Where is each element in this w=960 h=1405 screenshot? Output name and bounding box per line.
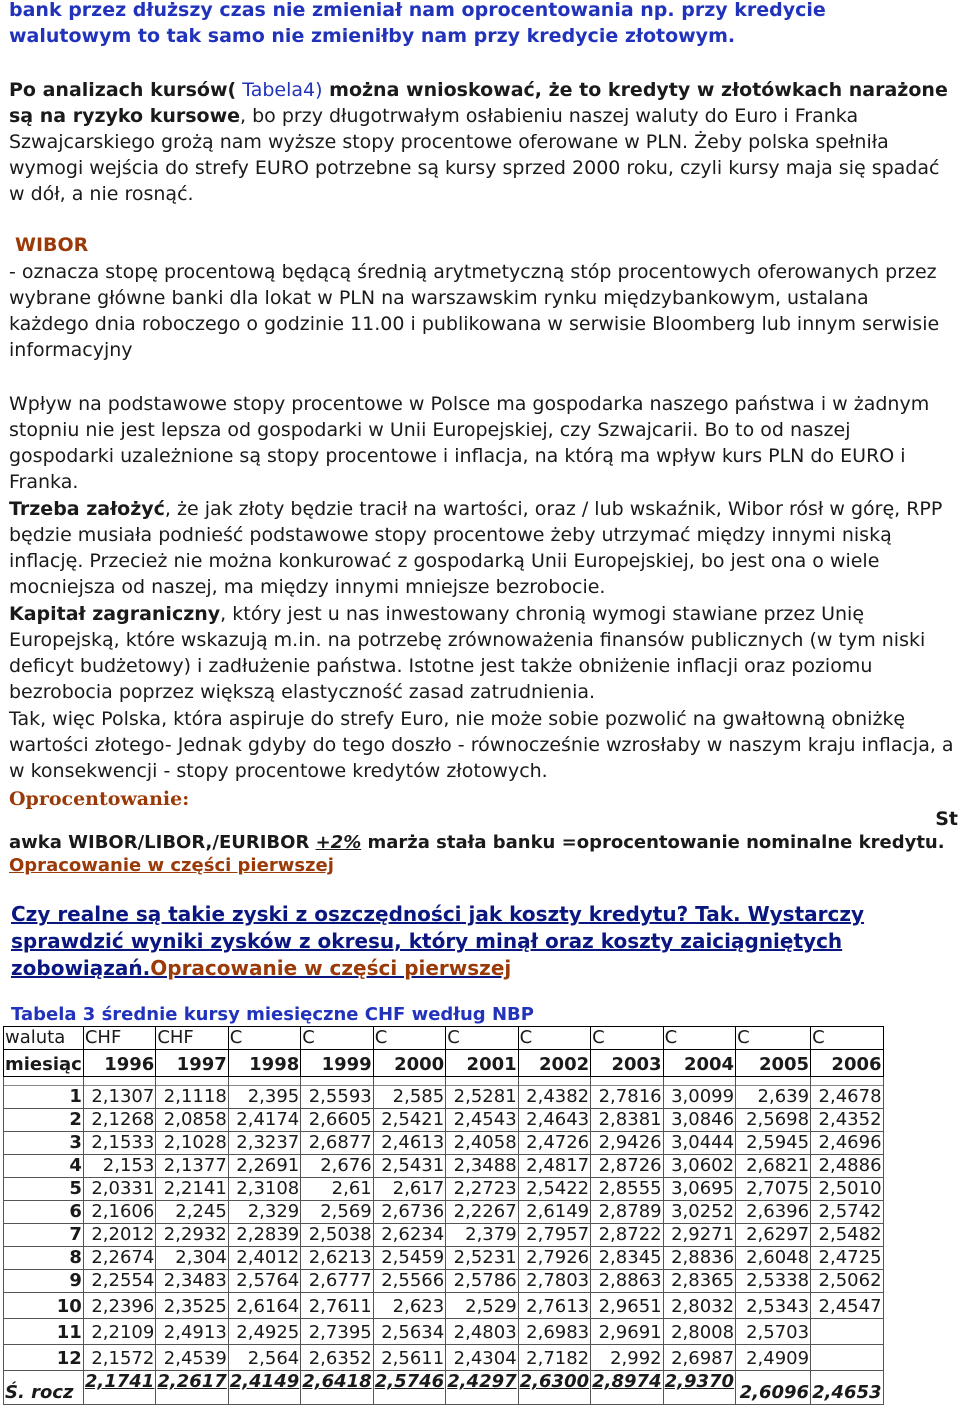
rate-cell: 2,8836	[663, 1247, 735, 1270]
avg-cell: 2,4149	[228, 1371, 300, 1405]
currency-cell: C	[736, 1027, 811, 1050]
avg-cell: 2,8974	[591, 1371, 663, 1405]
currency-cell: C	[591, 1027, 663, 1050]
rate-cell: 2,5422	[518, 1178, 590, 1201]
waluta-label: waluta	[4, 1027, 84, 1050]
month-cell: 8	[4, 1247, 84, 1270]
table-row	[4, 1247, 884, 1270]
year-cell: 2002	[518, 1050, 590, 1077]
rate-cell: 2,5945	[736, 1132, 811, 1155]
rate-cell: 3,0695	[663, 1178, 735, 1201]
table-row	[4, 1293, 884, 1319]
rate-cell: 2,6297	[736, 1224, 811, 1247]
rate-cell: 2,4817	[518, 1155, 590, 1178]
rate-cell: 2,529	[446, 1293, 518, 1319]
avg-cell: 2,9370	[663, 1371, 735, 1405]
rate-cell: 2,676	[301, 1155, 373, 1178]
avg-cell: 2,1741	[83, 1371, 155, 1405]
month-cell: 9	[4, 1270, 84, 1293]
rate-cell: 2,6213	[301, 1247, 373, 1270]
year-cell: 1997	[156, 1050, 228, 1077]
rate-cell: 2,2723	[446, 1178, 518, 1201]
rate-cell: 2,5431	[373, 1155, 445, 1178]
kapital-bold: Kapitał zagraniczny	[9, 603, 221, 625]
rate-cell: 2,585	[373, 1086, 445, 1109]
rate-cell: 2,569	[301, 1201, 373, 1224]
gap-cell	[811, 1077, 883, 1086]
year-cell: 2000	[373, 1050, 445, 1077]
miesiac-label: miesiąc	[4, 1050, 84, 1077]
rate-cell: 2,5764	[228, 1270, 300, 1293]
wibor-definition: - oznacza stopę procentową będącą średnią arytmetyczną stóp procentowych oferowanych przez wybrane główne banki dla lokat w PLN na warszawskim rynku międzybankowym, ustalana każdego dnia roboczego o godzinie 11.00 i publikowana w serwisie Bloomberg lub innym serwisie informacyjny	[9, 261, 940, 361]
avg-cell: 2,6096	[736, 1371, 811, 1405]
rate-cell: 2,2396	[83, 1293, 155, 1319]
trzeba-bold: Trzeba założyć	[9, 498, 165, 520]
rate-cell: 2,0331	[83, 1178, 155, 1201]
rate-cell: 2,6877	[301, 1132, 373, 1155]
paragraph-kapital	[9, 601, 954, 705]
rate-cell: 2,7816	[591, 1086, 663, 1109]
rate-cell: 2,4012	[228, 1247, 300, 1270]
gap-cell	[301, 1077, 373, 1086]
table-row	[4, 1109, 884, 1132]
rate-cell: 2,4696	[811, 1132, 883, 1155]
rate-cell: 2,5231	[446, 1247, 518, 1270]
rate-cell: 2,7803	[518, 1270, 590, 1293]
rate-cell: 2,4352	[811, 1109, 883, 1132]
rate-cell: 2,4543	[446, 1109, 518, 1132]
rate-cell: 2,623	[373, 1293, 445, 1319]
rate-cell: 2,8008	[663, 1319, 735, 1345]
rate-cell: 2,6605	[301, 1109, 373, 1132]
rate-cell: 2,8381	[591, 1109, 663, 1132]
rate-cell: 2,4643	[518, 1109, 590, 1132]
formula-end: marża stała banku =oprocentowanie nominalne kredytu.	[361, 832, 945, 853]
rate-cell: 2,2012	[83, 1224, 155, 1247]
rate-cell: 2,4925	[228, 1319, 300, 1345]
table-row	[4, 1132, 884, 1155]
rate-cell: 2,6149	[518, 1201, 590, 1224]
currency-cell: C	[518, 1027, 590, 1050]
rate-cell: 2,153	[83, 1155, 155, 1178]
rate-cell: 2,4913	[156, 1319, 228, 1345]
rate-cell: 2,1118	[156, 1086, 228, 1109]
rate-cell: 2,5459	[373, 1247, 445, 1270]
month-cell: 4	[4, 1155, 84, 1178]
avg-cell: 2,6300	[518, 1371, 590, 1405]
paragraph-trzeba	[9, 496, 954, 600]
rate-cell: 2,7957	[518, 1224, 590, 1247]
wibor-heading: WIBOR	[15, 234, 89, 256]
rate-cell: 2,1572	[83, 1345, 155, 1371]
avg-cell: 2,6418	[301, 1371, 373, 1405]
rate-cell: 2,9691	[591, 1319, 663, 1345]
rate-cell: 2,5482	[811, 1224, 883, 1247]
year-cell: 2004	[663, 1050, 735, 1077]
rate-cell: 2,4726	[518, 1132, 590, 1155]
rate-cell: 2,4678	[811, 1086, 883, 1109]
rate-cell: 2,8345	[591, 1247, 663, 1270]
rate-cell: 2,5634	[373, 1319, 445, 1345]
rate-cell: 2,4382	[518, 1086, 590, 1109]
rate-cell: 2,2109	[83, 1319, 155, 1345]
currency-cell: CHF	[156, 1027, 228, 1050]
rate-cell: 2,1028	[156, 1132, 228, 1155]
month-cell: 11	[4, 1319, 84, 1345]
rate-cell: 2,8555	[591, 1178, 663, 1201]
month-cell: 1	[4, 1086, 84, 1109]
rate-cell: 2,5698	[736, 1109, 811, 1132]
rate-cell: 2,2932	[156, 1224, 228, 1247]
rate-cell: 2,2267	[446, 1201, 518, 1224]
rate-cell: 2,3483	[156, 1270, 228, 1293]
year-cell: 2006	[811, 1050, 883, 1077]
table-row-currency	[4, 1027, 884, 1050]
rate-cell: 2,3525	[156, 1293, 228, 1319]
table-row	[4, 1178, 884, 1201]
rate-cell: 2,9426	[591, 1132, 663, 1155]
rate-cell: 2,3488	[446, 1155, 518, 1178]
rate-cell: 2,4174	[228, 1109, 300, 1132]
gap-cell	[228, 1077, 300, 1086]
avg-cell: 2,4653	[811, 1371, 883, 1405]
rate-cell: 2,639	[736, 1086, 811, 1109]
table-row-years	[4, 1050, 884, 1077]
rate-cell: 2,6821	[736, 1155, 811, 1178]
rate-cell: 2,9271	[663, 1224, 735, 1247]
rate-cell	[811, 1319, 883, 1345]
question-text: Czy realne są takie zyski z oszczędności jak koszty kredytu? Tak. Wystarczy sprawdzić wyniki zysków z okresu, który minął oraz koszty zaiciągniętych zobowiązań.	[11, 902, 865, 980]
rate-cell: 2,6164	[228, 1293, 300, 1319]
gap-cell	[663, 1077, 735, 1086]
rate-cell: 2,5611	[373, 1345, 445, 1371]
gap-cell	[446, 1077, 518, 1086]
rate-cell: 2,4613	[373, 1132, 445, 1155]
rate-cell: 2,7926	[518, 1247, 590, 1270]
rate-cell: 2,395	[228, 1086, 300, 1109]
rate-cell: 3,0444	[663, 1132, 735, 1155]
rate-cell: 2,5281	[446, 1086, 518, 1109]
currency-cell: C	[373, 1027, 445, 1050]
gap-cell	[156, 1077, 228, 1086]
rate-cell: 2,7395	[301, 1319, 373, 1345]
rate-cell: 2,4886	[811, 1155, 883, 1178]
rate-cell: 2,6234	[373, 1224, 445, 1247]
rate-cell: 2,2141	[156, 1178, 228, 1201]
currency-cell: C	[301, 1027, 373, 1050]
table-row	[4, 1086, 884, 1109]
rate-cell: 2,8365	[663, 1270, 735, 1293]
rate-cell: 3,0252	[663, 1201, 735, 1224]
rate-cell: 2,3108	[228, 1178, 300, 1201]
rate-cell: 2,5062	[811, 1270, 883, 1293]
rate-cell: 2,1307	[83, 1086, 155, 1109]
rate-cell: 2,5593	[301, 1086, 373, 1109]
rate-cell: 2,6396	[736, 1201, 811, 1224]
rate-cell: 2,5566	[373, 1270, 445, 1293]
para2-rest: , bo przy długotrwałym osłabieniu naszej waluty do Euro i Franka Szwajcarskiego grożą nam wyższe stopy procentowe oferowane w PLN. Żeby polska spełniła wymogi wejścia do strefy EURO potrzebne są kursy sprzed 2000 roku, czyli kursy maja się spadać w dół, a nie rosnąć.	[9, 105, 940, 205]
paragraph-wplyw: Wpływ na podstawowe stopy procentowe w Polsce ma gospodarka naszego państwa i w żadnym stopniu nie jest lepsza od gospodarki w Unii Europejskiej, czy Szwajcarii. Bo to od naszej gospodarki uzależnione są stopy procentowe i inflacja, na którą ma wpływ kurs PLN do EURO i Franka.	[9, 393, 930, 493]
rate-cell: 2,1377	[156, 1155, 228, 1178]
rate-cell: 2,4909	[736, 1345, 811, 1371]
table-row	[4, 1155, 884, 1178]
rate-cell: 2,5010	[811, 1178, 883, 1201]
rate-cell: 2,8863	[591, 1270, 663, 1293]
paragraph-intro: bank przez dłuższy czas nie zmieniał nam oprocentowania np. przy kredycie walutowym to tak samo nie zmieniłby nam przy kredycie złotowym.	[9, 0, 826, 47]
rate-cell: 2,6983	[518, 1319, 590, 1345]
rate-cell: 2,5338	[736, 1270, 811, 1293]
rate-cell: 2,245	[156, 1201, 228, 1224]
table-row	[4, 1201, 884, 1224]
rate-cell: 2,7182	[518, 1345, 590, 1371]
rate-cell: 2,1606	[83, 1201, 155, 1224]
gap-cell	[4, 1077, 84, 1086]
rate-cell: 2,4539	[156, 1345, 228, 1371]
para2-bold-end: można wnioskować, że to kredyty w złotówkach narażone są na ryzyko kursowe	[9, 79, 948, 127]
kapital-text: , który jest u nas inwestowany chronią wymogi stawiane przez Unię Europejską, które wskazują m.in. na potrzebę zrównoważenia finansów publicznych (w tym niski deficyt budżetowy) i zadłużenie państwa. Istotne jest także obniżenie inflacji oraz poziomu bezrobocia poprzez większą elastyczność zasad zatrudnienia.	[9, 603, 926, 703]
table-row	[4, 1224, 884, 1247]
rate-cell: 2,2674	[83, 1247, 155, 1270]
rate-cell: 2,4058	[446, 1132, 518, 1155]
table-row	[4, 1319, 884, 1345]
rate-cell: 2,6987	[663, 1345, 735, 1371]
paragraph-polska: Tak, więc Polska, która aspiruje do strefy Euro, nie może sobie pozwolić na gwałtowną obniżkę wartości złotego- Jednak gdyby do tego doszło - równocześnie wzrosłaby w naszym kraju inflacja, a w konsekwencji - stopy procentowe kredytów złotowych.	[9, 708, 954, 782]
year-cell: 1996	[83, 1050, 155, 1077]
paragraph-kursy	[9, 77, 954, 207]
rate-cell: 2,6736	[373, 1201, 445, 1224]
gap-cell	[373, 1077, 445, 1086]
rate-cell: 2,6048	[736, 1247, 811, 1270]
month-cell: 10	[4, 1293, 84, 1319]
rate-cell: 2,8726	[591, 1155, 663, 1178]
question-paragraph	[11, 901, 956, 982]
rate-cell: 2,2554	[83, 1270, 155, 1293]
rate-cell: 2,9651	[591, 1293, 663, 1319]
formula-plus: +2%	[315, 832, 362, 853]
rate-cell: 2,4725	[811, 1247, 883, 1270]
rate-cell: 3,0846	[663, 1109, 735, 1132]
rate-cell: 2,329	[228, 1201, 300, 1224]
rate-cell: 2,61	[301, 1178, 373, 1201]
avg-cell: 2,5746	[373, 1371, 445, 1405]
rate-cell: 2,5742	[811, 1201, 883, 1224]
rate-cell: 2,7075	[736, 1178, 811, 1201]
rate-cell: 2,5343	[736, 1293, 811, 1319]
table-row	[4, 1270, 884, 1293]
month-cell: 2	[4, 1109, 84, 1132]
rate-cell: 2,8789	[591, 1201, 663, 1224]
rate-cell: 2,8032	[663, 1293, 735, 1319]
rate-cell: 2,617	[373, 1178, 445, 1201]
rate-cell: 2,379	[446, 1224, 518, 1247]
month-cell: 3	[4, 1132, 84, 1155]
st-fragment: St	[935, 808, 958, 830]
currency-cell: C	[663, 1027, 735, 1050]
tabela4-link[interactable]: Tabela4)	[236, 79, 323, 101]
rate-cell	[811, 1345, 883, 1371]
gap-cell	[591, 1077, 663, 1086]
rate-cell: 2,5038	[301, 1224, 373, 1247]
currency-cell: C	[811, 1027, 883, 1050]
year-cell: 1998	[228, 1050, 300, 1077]
oprocentowanie-heading: Oprocentowanie:	[9, 788, 190, 810]
chf-rates-table	[3, 1026, 884, 1405]
avg-cell: 2,2617	[156, 1371, 228, 1405]
currency-cell: C	[228, 1027, 300, 1050]
opracowanie-link-1[interactable]: Opracowanie w części pierwszej	[9, 855, 334, 876]
rate-cell: 2,8722	[591, 1224, 663, 1247]
rate-cell: 2,7613	[518, 1293, 590, 1319]
rate-cell: 2,2839	[228, 1224, 300, 1247]
gap-cell	[736, 1077, 811, 1086]
rate-cell: 2,0858	[156, 1109, 228, 1132]
rate-cell: 2,3237	[228, 1132, 300, 1155]
rate-cell: 2,1268	[83, 1109, 155, 1132]
rate-cell: 3,0602	[663, 1155, 735, 1178]
avg-cell: 2,4297	[446, 1371, 518, 1405]
table-title: Tabela 3 średnie kursy miesięczne CHF według NBP	[11, 1004, 534, 1025]
month-cell: 6	[4, 1201, 84, 1224]
rate-cell: 2,4803	[446, 1319, 518, 1345]
gap-cell	[518, 1077, 590, 1086]
year-cell: 2001	[446, 1050, 518, 1077]
rate-cell: 2,7611	[301, 1293, 373, 1319]
month-cell: 5	[4, 1178, 84, 1201]
trzeba-text: , że jak złoty będzie tracił na wartości, oraz / lub wskaźnik, Wibor rósł w górę, RPP będzie musiała podnieść podstawowe stopy procentowe żeby utrzymać między innymi niską inflację. Przecież nie można konkurować z gospodarką Unii Europejskiej, bo jest ona o wiele mocniejsza od naszej, ma między innymi mniejsze bezrobocie.	[9, 498, 943, 598]
rate-cell: 2,5703	[736, 1319, 811, 1345]
year-cell: 2003	[591, 1050, 663, 1077]
rate-cell: 2,4304	[446, 1345, 518, 1371]
gap-cell	[83, 1077, 155, 1086]
month-cell: 12	[4, 1345, 84, 1371]
currency-cell: CHF	[83, 1027, 155, 1050]
rate-cell: 3,0099	[663, 1086, 735, 1109]
table-gap-row	[4, 1077, 884, 1086]
table-row	[4, 1345, 884, 1371]
rate-cell: 2,4547	[811, 1293, 883, 1319]
rate-cell: 2,992	[591, 1345, 663, 1371]
month-cell: 7	[4, 1224, 84, 1247]
formula-start: awka WIBOR/LIBOR,/EURIBOR	[9, 832, 316, 853]
rate-cell: 2,5421	[373, 1109, 445, 1132]
para2-bold-start: Po analizach kursów(	[9, 79, 237, 101]
rate-cell: 2,564	[228, 1345, 300, 1371]
avg-label: Ś. rocz	[4, 1371, 84, 1405]
table-row-average	[4, 1371, 884, 1405]
opracowanie-link-2[interactable]: Opracowanie w części pierwszej	[150, 956, 512, 980]
rate-cell: 2,6352	[301, 1345, 373, 1371]
rate-cell: 2,1533	[83, 1132, 155, 1155]
currency-cell: C	[446, 1027, 518, 1050]
rate-cell: 2,2691	[228, 1155, 300, 1178]
rate-cell: 2,6777	[301, 1270, 373, 1293]
year-cell: 1999	[301, 1050, 373, 1077]
rate-cell: 2,304	[156, 1247, 228, 1270]
year-cell: 2005	[736, 1050, 811, 1077]
rate-cell: 2,5786	[446, 1270, 518, 1293]
